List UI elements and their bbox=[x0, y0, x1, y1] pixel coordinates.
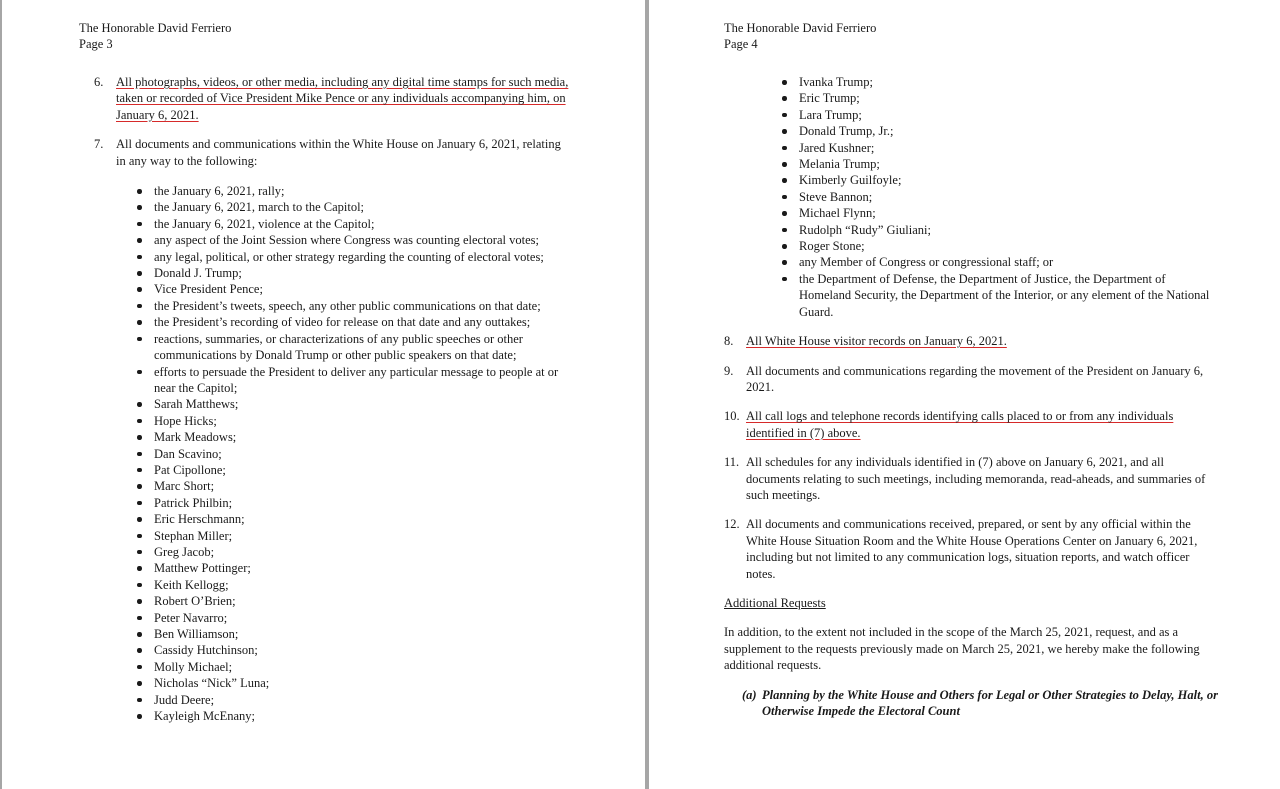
page-number: Page 4 bbox=[724, 37, 758, 51]
request-item-8 bbox=[724, 333, 1219, 349]
request-item-12 bbox=[724, 516, 1219, 582]
bullet-list bbox=[799, 74, 1219, 320]
item-number: 6. bbox=[94, 75, 104, 89]
bullet-item: any Member of Congress or congressional staff; or bbox=[799, 254, 1219, 270]
item-text: All documents and communications received, prepared, or sent by any official within the White House Situation Room and the White House Operations Center on January 6, 2021, including but not limited to any communication logs, situation reports, and watch officer notes. bbox=[746, 517, 1198, 581]
bullet-item: any legal, political, or other strategy regarding the counting of electoral votes; bbox=[154, 249, 572, 265]
bullet-item: Vice President Pence; bbox=[154, 281, 572, 297]
bullet-item: Marc Short; bbox=[154, 478, 572, 494]
item-text: All photographs, videos, or other media, including any digital time stamps for such media, taken or recorded of Vice President Mike Pence or any individuals accompanying him, on January 6, 2021. bbox=[116, 75, 569, 122]
bullet-item: the President’s tweets, speech, any other public communications on that date; bbox=[154, 298, 572, 314]
bullet-item: Melania Trump; bbox=[799, 156, 1219, 172]
subrequest-a bbox=[724, 687, 1219, 720]
bullet-item: Greg Jacob; bbox=[154, 544, 572, 560]
bullet-item: reactions, summaries, or characterizations of any public speeches or other communications by Donald Trump or other public speakers on that date; bbox=[154, 331, 572, 364]
bullet-item: Mark Meadows; bbox=[154, 429, 572, 445]
request-item-10 bbox=[724, 408, 1219, 441]
bullet-item: Keith Kellogg; bbox=[154, 577, 572, 593]
bullet-item: Nicholas “Nick” Luna; bbox=[154, 675, 572, 691]
document-page-3 bbox=[2, 0, 645, 789]
bullet-item: Pat Cipollone; bbox=[154, 462, 572, 478]
item-number: 10. bbox=[724, 409, 740, 424]
request-item-9 bbox=[724, 363, 1219, 396]
bullet-item: Donald Trump, Jr.; bbox=[799, 123, 1219, 139]
bullet-item: Roger Stone; bbox=[799, 238, 1219, 254]
page-header bbox=[79, 20, 231, 52]
bullet-item: any aspect of the Joint Session where Congress was counting electoral votes; bbox=[154, 232, 572, 248]
page-number: Page 3 bbox=[79, 37, 113, 51]
bullet-item: Jared Kushner; bbox=[799, 140, 1219, 156]
subrequest-label: (a) bbox=[742, 687, 757, 702]
bullet-item: the January 6, 2021, rally; bbox=[154, 183, 572, 199]
item-number: 8. bbox=[724, 334, 734, 349]
bullet-item: the January 6, 2021, march to the Capitol; bbox=[154, 199, 572, 215]
bullet-item: Ben Williamson; bbox=[154, 626, 572, 642]
bullet-item: Eric Trump; bbox=[799, 90, 1219, 106]
bullet-item: Michael Flynn; bbox=[799, 205, 1219, 221]
bullet-item: the President’s recording of video for release on that date and any outtakes; bbox=[154, 314, 572, 330]
request-items bbox=[724, 320, 1219, 582]
bullet-item: Molly Michael; bbox=[154, 659, 572, 675]
bullet-item: efforts to persuade the President to deliver any particular message to people at or near the Capitol; bbox=[154, 364, 572, 397]
addressee: The Honorable David Ferriero bbox=[724, 21, 877, 35]
item-text: All documents and communications within the White House on January 6, 2021, relating in any way to the following: bbox=[116, 137, 561, 168]
item-number: 11. bbox=[724, 455, 740, 470]
bullet-list bbox=[154, 183, 572, 724]
bullet-item: the January 6, 2021, violence at the Capitol; bbox=[154, 216, 572, 232]
bullet-item: Rudolph “Rudy” Giuliani; bbox=[799, 222, 1219, 238]
bullet-item: Patrick Philbin; bbox=[154, 495, 572, 511]
item-text: All documents and communications regarding the movement of the President on January 6, 2021. bbox=[746, 363, 1204, 394]
bullet-item: Donald J. Trump; bbox=[154, 265, 572, 281]
subrequest-text: Planning by the White House and Others for Legal or Other Strategies to Delay, Halt, or Otherwise Impede the Electoral Count bbox=[762, 687, 1218, 718]
bullet-item: Kimberly Guilfoyle; bbox=[799, 172, 1219, 188]
bullet-item: Peter Navarro; bbox=[154, 610, 572, 626]
document-page-4 bbox=[649, 0, 1280, 789]
item-text: All schedules for any individuals identified in (7) above on January 6, 2021, and all documents relating to such meetings, including memoranda, read-aheads, and summaries of such meetings. bbox=[746, 455, 1206, 502]
bullet-item: Sarah Matthews; bbox=[154, 396, 572, 412]
item-number: 9. bbox=[724, 363, 734, 378]
bullet-item: Judd Deere; bbox=[154, 692, 572, 708]
page-body bbox=[724, 74, 1219, 719]
bullet-item: Robert O’Brien; bbox=[154, 593, 572, 609]
item-text: All call logs and telephone records identifying calls placed to or from any individuals identified in (7) above. bbox=[746, 409, 1174, 440]
request-item-6 bbox=[94, 74, 570, 123]
bullet-item: Matthew Pottinger; bbox=[154, 560, 572, 576]
addressee: The Honorable David Ferriero bbox=[79, 21, 232, 35]
page-header bbox=[724, 20, 876, 52]
item-number: 12. bbox=[724, 517, 740, 532]
bullet-item: Stephan Miller; bbox=[154, 528, 572, 544]
bullet-item: Eric Herschmann; bbox=[154, 511, 572, 527]
request-item-7 bbox=[94, 136, 570, 169]
bullet-item: Lara Trump; bbox=[799, 107, 1219, 123]
bullet-item: Kayleigh McEnany; bbox=[154, 708, 572, 724]
section-title: Additional Requests bbox=[724, 595, 826, 610]
item-text: All White House visitor records on January 6, 2021. bbox=[746, 334, 1007, 349]
intro-paragraph bbox=[724, 624, 1219, 673]
bullet-item: Cassidy Hutchinson; bbox=[154, 642, 572, 658]
item-number: 7. bbox=[94, 137, 104, 152]
intro-text: In addition, to the extent not included in the scope of the March 25, 2021, request, and as a supplement to the requests previously made on March 25, 2021, we hereby make the following additional requests. bbox=[724, 625, 1200, 673]
bullet-item: Dan Scavino; bbox=[154, 446, 572, 462]
bullet-item: Steve Bannon; bbox=[799, 189, 1219, 205]
bullet-item: the Department of Defense, the Department of Justice, the Department of Homeland Security, the Department of the Interior, or any element of the National Guard. bbox=[799, 271, 1219, 320]
bullet-item: Ivanka Trump; bbox=[799, 74, 1219, 90]
request-item-11 bbox=[724, 454, 1219, 503]
page-body bbox=[94, 74, 570, 724]
bullet-item: Hope Hicks; bbox=[154, 413, 572, 429]
